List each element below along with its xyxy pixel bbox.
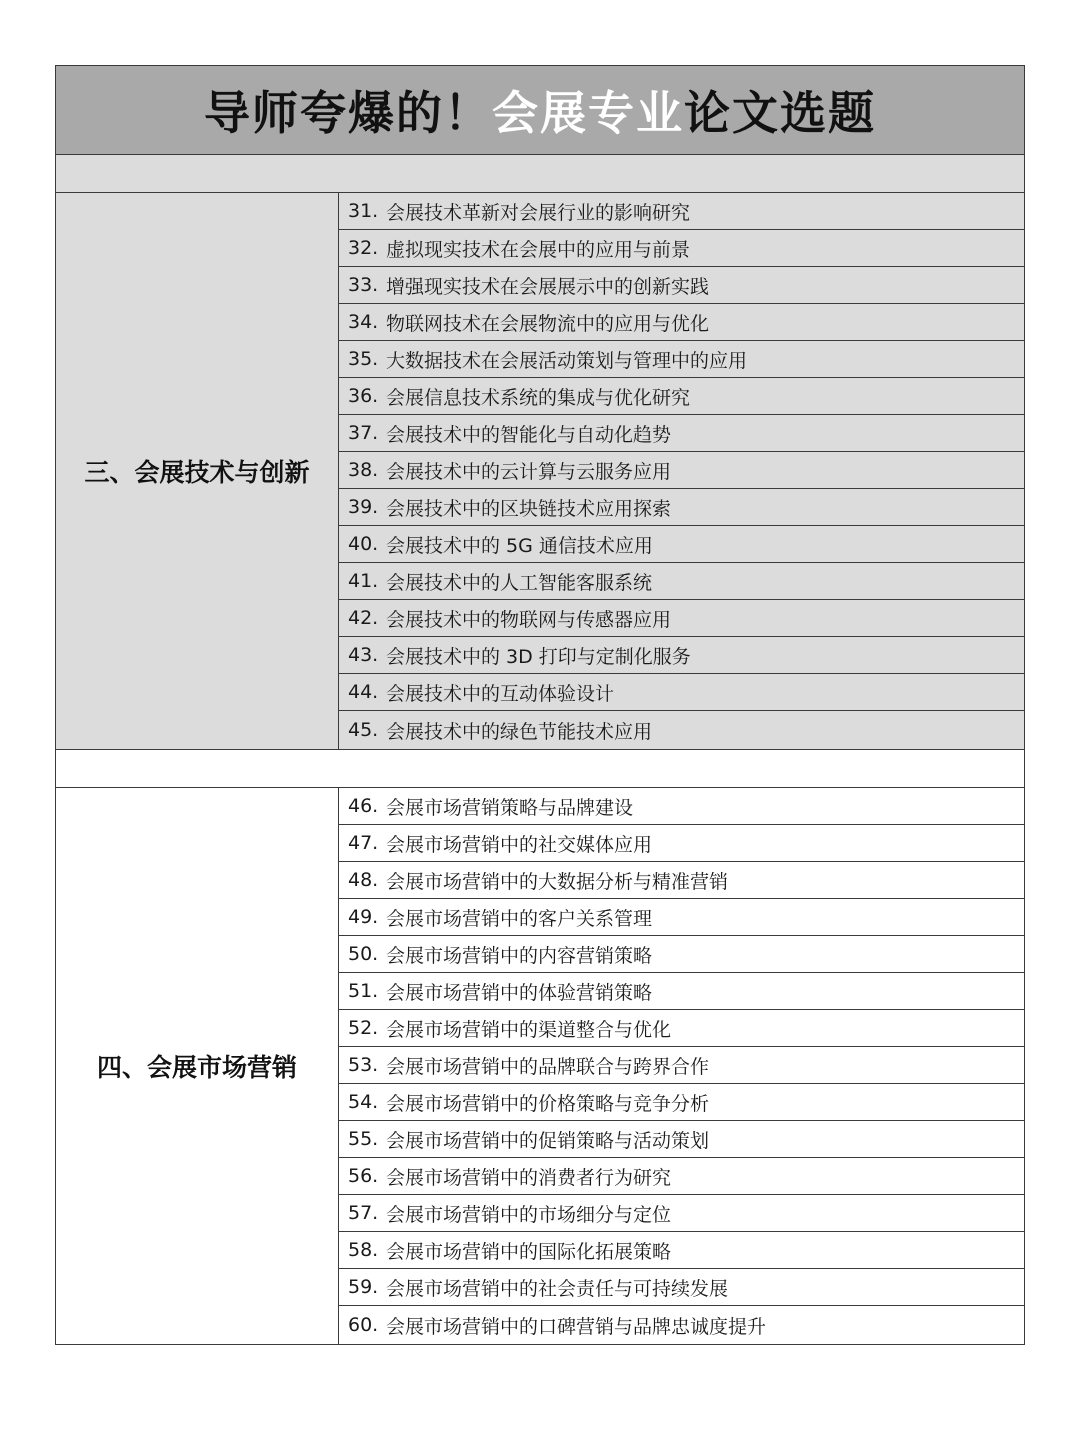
list-item [339, 1195, 1024, 1232]
list-item [339, 230, 1024, 267]
item-number: 35. [348, 348, 379, 370]
list-item [339, 936, 1024, 973]
list-item [339, 973, 1024, 1010]
section-item-list [339, 193, 1024, 749]
item-text: 会展市场营销中的品牌联合与跨界合作 [386, 1055, 710, 1078]
item-number: 59. [348, 1276, 379, 1298]
item-text: 会展市场营销中的渠道整合与优化 [386, 1018, 672, 1041]
item-text: 会展市场营销中的体验营销策略 [386, 981, 653, 1004]
list-item [339, 600, 1024, 637]
item-text: 会展技术革新对会展行业的影响研究 [386, 201, 691, 224]
item-number: 46. [348, 795, 379, 817]
item-text: 会展技术中的人工智能客服系统 [386, 571, 653, 594]
section-label: 三、会展技术与创新 [56, 193, 339, 749]
list-item [339, 862, 1024, 899]
item-number: 41. [348, 570, 379, 592]
item-number: 42. [348, 607, 379, 629]
item-number: 38. [348, 459, 379, 481]
item-text: 虚拟现实技术在会展中的应用与前景 [386, 238, 691, 261]
item-text: 会展技术中的智能化与自动化趋势 [386, 423, 672, 446]
item-text: 会展市场营销中的社会责任与可持续发展 [386, 1277, 729, 1300]
list-item [339, 1232, 1024, 1269]
list-item [339, 637, 1024, 674]
item-number: 32. [348, 237, 379, 259]
list-item [339, 526, 1024, 563]
list-item [339, 1047, 1024, 1084]
item-text: 会展市场营销中的口碑营销与品牌忠诚度提升 [386, 1315, 767, 1338]
spacer-row [56, 750, 1024, 788]
item-number: 37. [348, 422, 379, 444]
item-number: 49. [348, 906, 379, 928]
item-number: 54. [348, 1091, 379, 1113]
list-item [339, 711, 1024, 749]
item-text: 物联网技术在会展物流中的应用与优化 [386, 312, 710, 335]
section-item-list [339, 788, 1024, 1344]
list-item [339, 193, 1024, 230]
item-text: 增强现实技术在会展展示中的创新实践 [386, 275, 710, 298]
item-number: 33. [348, 274, 379, 296]
section-label: 四、会展市场营销 [56, 788, 339, 1344]
item-text: 会展信息技术系统的集成与优化研究 [386, 386, 691, 409]
list-item [339, 304, 1024, 341]
section-tech-innovation [56, 193, 1024, 750]
item-number: 43. [348, 644, 379, 666]
list-item [339, 1121, 1024, 1158]
item-text: 会展技术中的物联网与传感器应用 [386, 608, 672, 631]
item-text: 会展市场营销中的大数据分析与精准营销 [386, 870, 729, 893]
item-number: 51. [348, 980, 379, 1002]
list-item [339, 674, 1024, 711]
list-item [339, 489, 1024, 526]
item-number: 45. [348, 719, 379, 741]
item-text: 会展市场营销中的消费者行为研究 [386, 1166, 672, 1189]
list-item [339, 1158, 1024, 1195]
item-number: 40. [348, 533, 379, 555]
item-text: 会展技术中的 5G 通信技术应用 [386, 534, 653, 557]
item-text: 会展市场营销中的促销策略与活动策划 [386, 1129, 710, 1152]
item-number: 39. [348, 496, 379, 518]
item-text: 会展技术中的区块链技术应用探索 [386, 497, 672, 520]
item-text: 会展市场营销中的社交媒体应用 [386, 833, 653, 856]
item-number: 60. [348, 1314, 379, 1336]
item-text: 会展市场营销中的国际化拓展策略 [386, 1240, 672, 1263]
item-text: 会展市场营销中的内容营销策略 [386, 944, 653, 967]
item-number: 55. [348, 1128, 379, 1150]
spacer-row [56, 155, 1024, 193]
item-number: 36. [348, 385, 379, 407]
item-text: 会展市场营销中的价格策略与竞争分析 [386, 1092, 710, 1115]
list-item [339, 825, 1024, 862]
list-item [339, 1010, 1024, 1047]
item-text: 会展技术中的 3D 打印与定制化服务 [386, 645, 691, 668]
item-number: 57. [348, 1202, 379, 1224]
item-text: 会展市场营销中的市场细分与定位 [386, 1203, 672, 1226]
list-item [339, 341, 1024, 378]
item-number: 52. [348, 1017, 379, 1039]
list-item [339, 788, 1024, 825]
item-number: 47. [348, 832, 379, 854]
item-number: 48. [348, 869, 379, 891]
item-number: 50. [348, 943, 379, 965]
section-marketing [56, 788, 1024, 1344]
item-number: 58. [348, 1239, 379, 1261]
item-text: 会展技术中的绿色节能技术应用 [386, 720, 653, 743]
list-item [339, 415, 1024, 452]
list-item [339, 1269, 1024, 1306]
list-item [339, 563, 1024, 600]
item-text: 会展技术中的互动体验设计 [386, 682, 615, 705]
item-text: 会展市场营销策略与品牌建设 [386, 796, 634, 819]
item-number: 31. [348, 200, 379, 222]
item-number: 53. [348, 1054, 379, 1076]
list-item [339, 378, 1024, 415]
title-part-2: 会展专业 [492, 86, 684, 140]
list-item [339, 452, 1024, 489]
item-text: 大数据技术在会展活动策划与管理中的应用 [386, 349, 748, 372]
list-item [339, 267, 1024, 304]
item-text: 会展市场营销中的客户关系管理 [386, 907, 653, 930]
page-title [56, 66, 1024, 155]
list-item [339, 1306, 1024, 1344]
title-part-3: 论文选题 [684, 86, 876, 140]
item-number: 56. [348, 1165, 379, 1187]
item-number: 34. [348, 311, 379, 333]
title-part-1: 导师夸爆的！ [204, 86, 492, 140]
item-text: 会展技术中的云计算与云服务应用 [386, 460, 672, 483]
list-item [339, 1084, 1024, 1121]
list-item [339, 899, 1024, 936]
item-number: 44. [348, 681, 379, 703]
topic-table [55, 65, 1025, 1345]
